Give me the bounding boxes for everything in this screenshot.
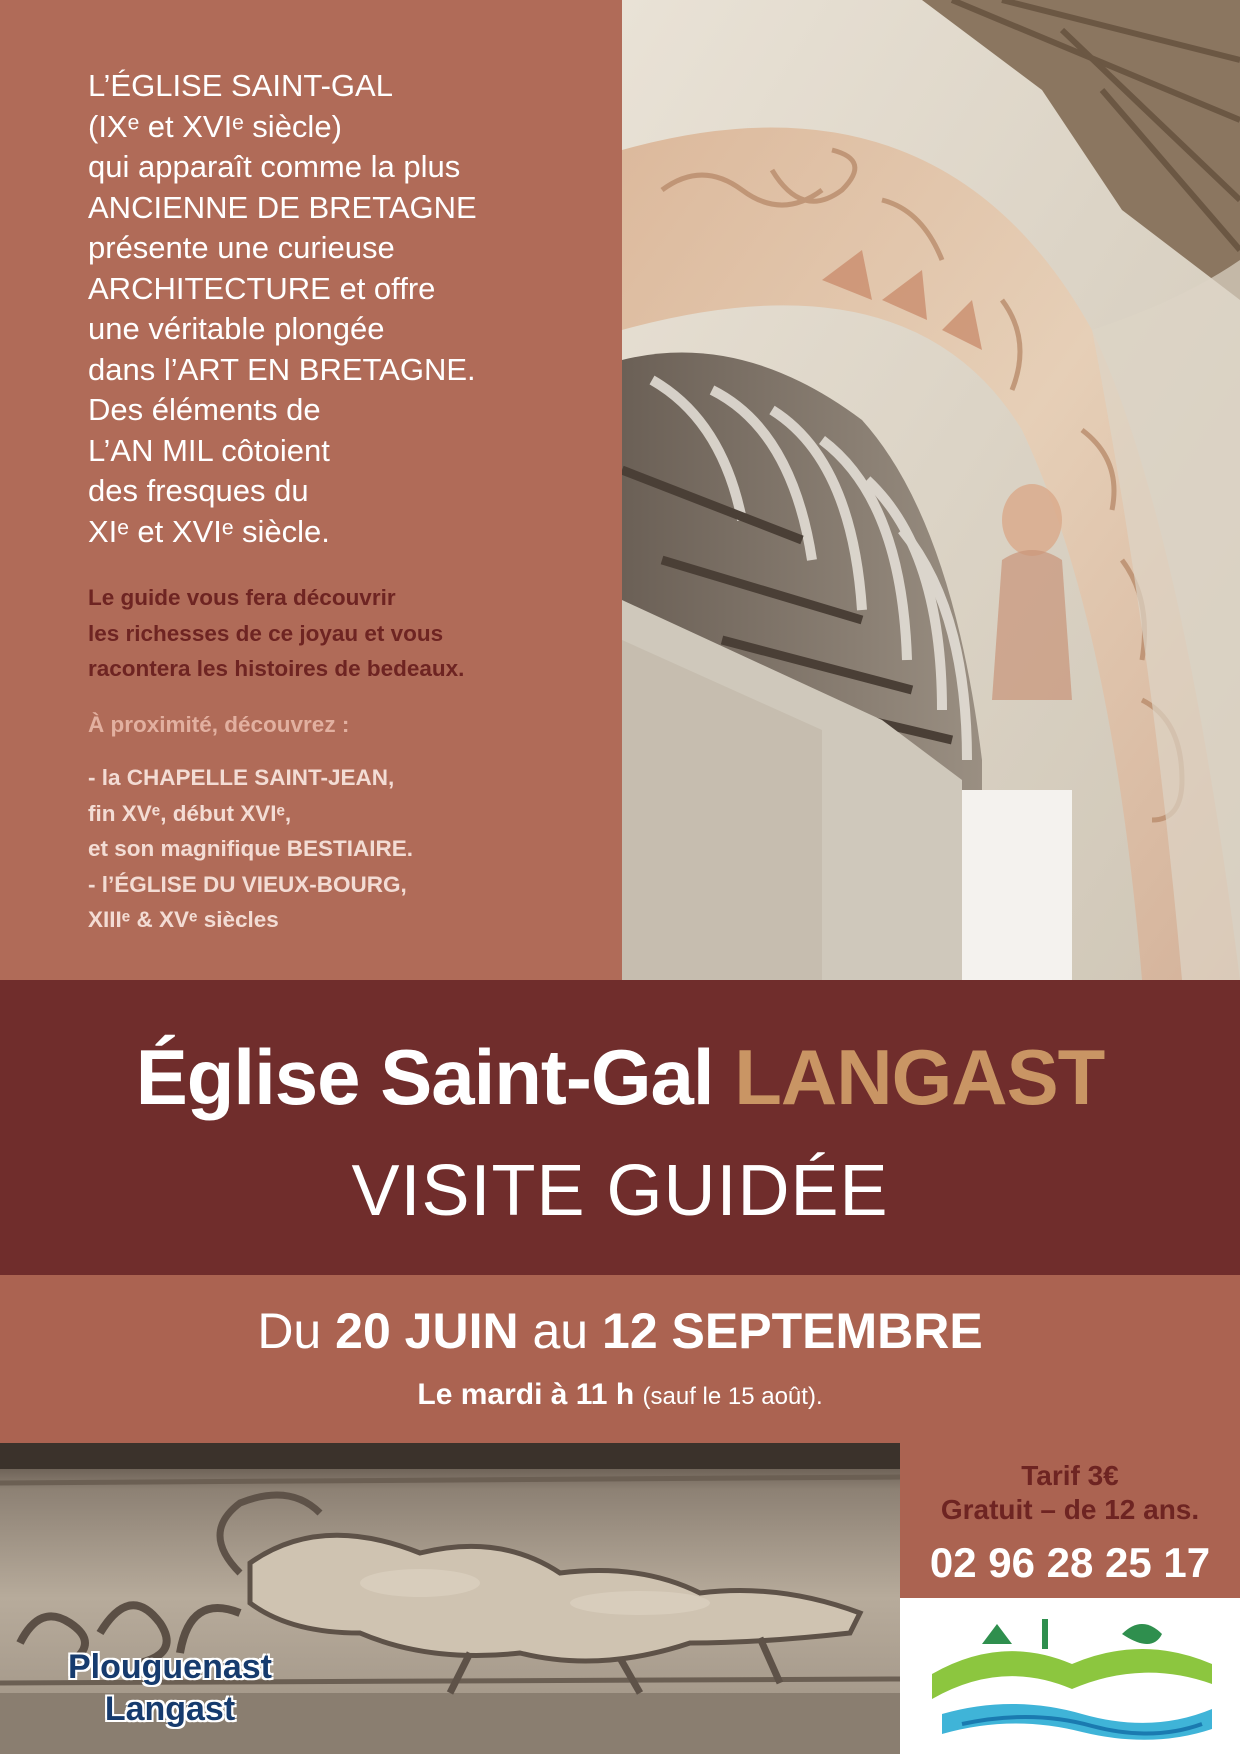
intro-line: dans l’ART EN BRETAGNE. <box>88 351 476 387</box>
page-title <box>0 1032 1240 1123</box>
guide-text <box>88 580 608 687</box>
dates-start: 20 JUIN <box>335 1303 519 1359</box>
nearby-line: fin XVᵉ, début XVIᵉ, <box>88 800 292 826</box>
dates-end: 12 SEPTEMBRE <box>602 1303 983 1359</box>
intro-line: des fresques du <box>88 473 309 508</box>
dates-line <box>0 1302 1240 1360</box>
church-arch-photo <box>622 0 1240 980</box>
logo-graphic <box>922 1614 1222 1744</box>
intro-line: XIᵉ et XVIᵉ siècle. <box>88 513 330 549</box>
phone-number: 02 96 28 25 17 <box>929 1539 1211 1586</box>
intro-line: qui apparaît comme la plus <box>88 149 461 184</box>
nearby-line: et son magnifique BESTIAIRE. <box>88 836 414 861</box>
intro-line: ANCIENNE DE BRETAGNE <box>88 189 477 225</box>
intro-line: une véritable plongée <box>88 311 385 346</box>
pricing <box>900 1459 1240 1527</box>
dates-middle: au <box>532 1303 589 1359</box>
intro-line: ARCHITECTURE et offre <box>88 270 436 306</box>
page-subtitle: VISITE GUIDÉE <box>351 1151 889 1231</box>
title-main: Église Saint-Gal <box>135 1033 714 1121</box>
nearby-line: - la CHAPELLE SAINT-JEAN, <box>88 765 395 790</box>
intro-line: Des éléments de <box>88 392 321 427</box>
dates-prefix: Du <box>257 1303 322 1359</box>
intro-line: L’ÉGLISE SAINT-GAL <box>88 68 393 103</box>
schedule-when: Le mardi à 11 h <box>417 1378 635 1411</box>
nearby-heading: À proximité, découvrez : <box>88 712 350 737</box>
info-box <box>900 1443 1240 1598</box>
intro-line: L’AN MIL côtoient <box>88 432 330 468</box>
guide-line: racontera les histoires de bedeaux. <box>88 656 465 681</box>
intro-line: (IXᵉ et XVIᵉ siècle) <box>88 108 342 144</box>
guide-line: les richesses de ce joyau et vous <box>88 620 444 646</box>
logo-text-line1: Plouguenast <box>67 1648 273 1686</box>
title-accent: LANGAST <box>734 1033 1105 1121</box>
nearby-line: - l’ÉGLISE DU VIEUX-BOURG, <box>88 871 407 897</box>
price-label: Tarif 3€ <box>1021 1460 1119 1491</box>
logo-text-line2: Langast <box>104 1690 236 1728</box>
nearby-list <box>88 760 608 938</box>
nearby-line: XIIIᵉ & XVᵉ siècles <box>88 907 279 932</box>
intro-text <box>88 66 608 552</box>
schedule-note: (sauf le 15 août). <box>642 1383 823 1410</box>
commune-logo <box>900 1598 1240 1754</box>
schedule-line <box>0 1378 1240 1412</box>
intro-line: présente une curieuse <box>88 230 395 265</box>
free-label: Gratuit – de 12 ans. <box>940 1494 1200 1525</box>
guide-line: Le guide vous fera découvrir <box>88 585 396 610</box>
